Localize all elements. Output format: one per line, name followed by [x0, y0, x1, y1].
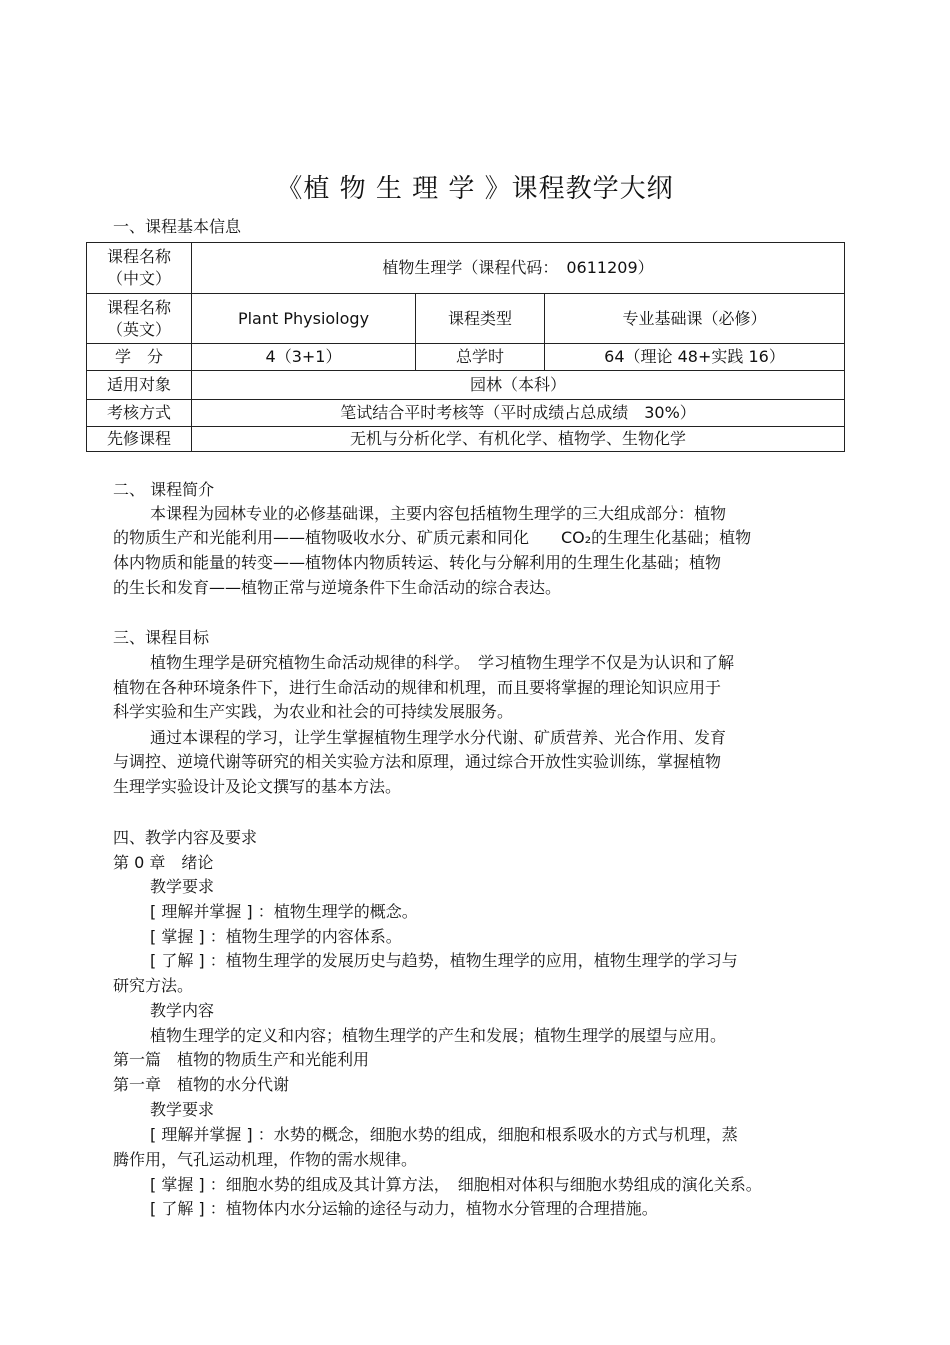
section-heading-intro: 二、 课程简介 [113, 480, 215, 499]
subheading: 教学要求 [150, 1100, 215, 1119]
course-type-value: 专业基础课（必修） [545, 294, 845, 344]
paragraph-line: 植物在各种环境条件下，进行生命活动的规律和机理，而且要将掌握的理论知识应用于 [113, 678, 722, 697]
assessment-value: 笔试结合平时考核等（平时成绩占总成绩 30%） [192, 400, 845, 427]
paragraph-line: 的生长和发育——植物正常与逆境条件下生命活动的综合表达。 [113, 578, 562, 597]
total-hours-value: 64（理论 48+实践 16） [545, 344, 845, 371]
paragraph-line: 生理学实验设计及论文撰写的基本方法。 [113, 777, 402, 796]
paragraph-line: 本课程为园林专业的必修基础课，主要内容包括植物生理学的三大组成部分：植物 [150, 504, 727, 523]
table-row [87, 294, 845, 344]
credit-label: 学 分 [87, 344, 192, 371]
audience-label: 适用对象 [87, 371, 192, 400]
page-title: 《植 物 生 理 学 》课程教学大纲 [276, 174, 674, 204]
requirement-line: 腾作用，气孔运动机理，作物的需水规律。 [113, 1150, 418, 1169]
table-row [87, 344, 845, 371]
section-heading-content: 四、教学内容及要求 [113, 828, 258, 847]
credit-value: 4（3+1） [192, 344, 416, 371]
label-line: 课程名称 [106, 247, 171, 266]
paragraph-line: 通过本课程的学习，让学生掌握植物生理学水分代谢、矿质营养、光合作用、发育 [150, 728, 727, 747]
requirement-line: [ 理解并掌握 ] ：植物生理学的概念。 [150, 902, 418, 921]
prerequisite-label: 先修课程 [87, 427, 192, 452]
paragraph-line: 科学实验和生产实践，为农业和社会的可持续发展服务。 [113, 702, 514, 721]
course-type-label: 课程类型 [416, 294, 545, 344]
course-name-en-label [87, 294, 192, 344]
subheading: 教学内容 [150, 1001, 215, 1020]
table-row [87, 427, 845, 452]
section-heading-goals: 三、课程目标 [113, 628, 210, 647]
table-row [87, 400, 845, 427]
paragraph-line: 植物生理学是研究植物生命活动规律的科学。 学习植物生理学不仅是为认识和了解 [150, 653, 735, 672]
paragraph-line: 与调控、逆境代谢等研究的相关实验方法和原理，通过综合开放性实验训练，掌握植物 [113, 752, 722, 771]
paragraph-line: 体内物质和能量的转变——植物体内物质转运、转化与分解利用的生理生化基础；植物 [113, 553, 722, 572]
label-line: （英文） [106, 319, 171, 339]
subheading: 教学要求 [150, 877, 215, 896]
section-heading-basic-info: 一、课程基本信息 [113, 217, 242, 236]
chapter-heading: 第一章 植物的水分代谢 [113, 1075, 290, 1094]
requirement-line: [ 掌握 ] ：植物生理学的内容体系。 [150, 927, 402, 946]
total-hours-label: 总学时 [416, 344, 545, 371]
chapter-heading: 第 0 章 绪论 [113, 853, 214, 872]
requirement-line: [ 掌握 ] ：细胞水势的组成及其计算方法， 细胞相对体积与细胞水势组成的演化关系。 [150, 1175, 762, 1194]
label-line: 课程名称 [106, 297, 171, 317]
requirement-line: [ 理解并掌握 ] ：水势的概念，细胞水势的组成，细胞和根系吸水的方式与机理，蒸 [150, 1125, 738, 1144]
course-name-cn-label [87, 243, 192, 294]
course-name-en-value: Plant Physiology [192, 294, 416, 344]
course-info-table [86, 242, 845, 452]
table-row [87, 243, 845, 294]
audience-value: 园林（本科） [192, 371, 845, 400]
label-line: （中文） [106, 269, 171, 288]
table-row [87, 371, 845, 400]
part-heading: 第一篇 植物的物质生产和光能利用 [113, 1050, 370, 1069]
course-name-cn-value: 植物生理学（课程代码： 0611209） [192, 243, 845, 294]
paragraph-line: 的物质生产和光能利用——植物吸收水分、矿质元素和同化 CO₂的生理生化基础；植物 [113, 528, 752, 547]
prerequisite-value: 无机与分析化学、有机化学、植物学、生物化学 [192, 427, 845, 452]
assessment-label: 考核方式 [87, 400, 192, 427]
requirement-line: [ 了解 ] ：植物体内水分运输的途径与动力，植物水分管理的合理措施。 [150, 1199, 658, 1218]
requirement-line: [ 了解 ] ：植物生理学的发展历史与趋势，植物生理学的应用，植物生理学的学习与 [150, 951, 738, 970]
content-line: 植物生理学的定义和内容；植物生理学的产生和发展；植物生理学的展望与应用。 [150, 1026, 727, 1045]
requirement-line: 研究方法。 [113, 976, 194, 995]
